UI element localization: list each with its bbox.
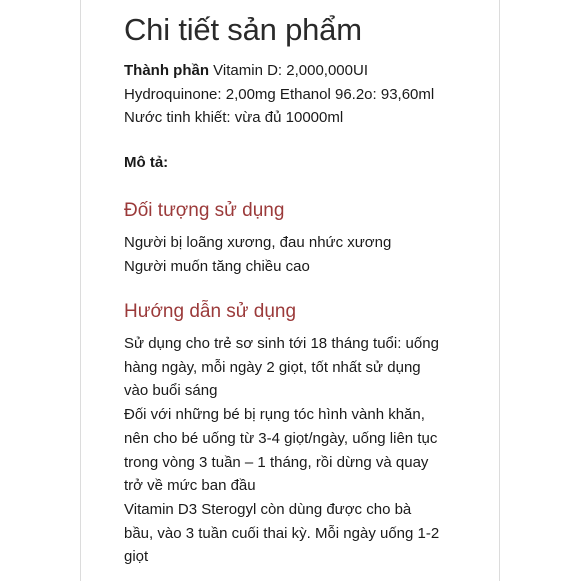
usage-instructions-heading: Hướng dẫn sử dụng [124, 301, 297, 322]
usage-instructions-text [124, 332, 439, 569]
ingredients-line-1 [124, 59, 434, 83]
usage-line: trở về mức ban đầu [124, 477, 256, 495]
target-users-heading: Đối tượng sử dụng [124, 200, 285, 221]
target-users-line: Người bị loãng xương, đau nhức xương [124, 234, 392, 251]
ingredients-line-3: Nước tinh khiết: vừa đủ 10000ml [124, 109, 344, 126]
usage-line: vào buổi sáng [124, 382, 218, 400]
left-border-divider [80, 0, 81, 581]
right-border-divider [499, 0, 500, 581]
usage-line: Đối với những bé bị rụng tóc hình vành khăn, [124, 406, 425, 424]
target-users-text [124, 231, 391, 278]
usage-line: trong vòng 3 tuần – 1 tháng, rồi dừng và quay [124, 453, 429, 471]
description-label: Mô tả: [124, 154, 169, 171]
target-users-line: Người muốn tăng chiều cao [124, 257, 310, 275]
usage-line: bầu, vào 3 tuần cuối thai kỳ. Mỗi ngày uống 1-2 [124, 524, 440, 542]
ingredients-label: Thành phần [124, 62, 209, 79]
ingredients-line-2: Hydroquinone: 2,00mg Ethanol 96.2o: 93,60ml [124, 85, 435, 103]
usage-line: Sử dụng cho trẻ sơ sinh tới 18 tháng tuổi: uống [124, 335, 439, 352]
ingredients-vitamin-d: Vitamin D: 2,000,000UI [213, 62, 368, 79]
usage-line: nên cho bé uống từ 3-4 giọt/ngày, uống liên tục [124, 429, 438, 447]
usage-line: Vitamin D3 Sterogyl còn dùng được cho bà [124, 500, 412, 518]
usage-line: giọt [124, 548, 149, 566]
usage-line: hàng ngày, mỗi ngày 2 giọt, tốt nhất sử dụng [124, 358, 421, 376]
page-title: Chi tiết sản phẩm [124, 12, 362, 47]
ingredients-block [124, 59, 434, 130]
